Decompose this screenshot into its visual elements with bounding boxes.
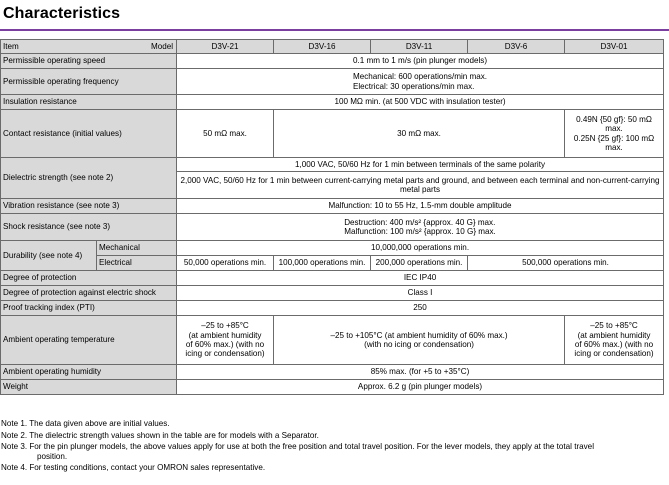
table-row bbox=[1, 271, 664, 286]
value-contact-d3v01 bbox=[565, 110, 664, 158]
value-pti: 250 bbox=[177, 301, 664, 316]
characteristics-table bbox=[0, 39, 664, 395]
header-model-d3v21: D3V-21 bbox=[177, 40, 274, 54]
table-row bbox=[1, 95, 664, 110]
row-label-weight: Weight bbox=[1, 380, 177, 395]
value-frequency bbox=[177, 69, 664, 95]
row-label-shock: Shock resistance (see note 3) bbox=[1, 214, 177, 241]
note-2: Note 2. The dielectric strength values shown in the table are for models with a Separator. bbox=[1, 430, 319, 440]
value-temperature-d3v01-cond3: icing or condensation) bbox=[574, 349, 654, 359]
value-humidity: 85% max. (for +5 to +35°C) bbox=[177, 365, 664, 380]
header-model-d3v11: D3V-11 bbox=[371, 40, 468, 54]
value-speed: 0.1 mm to 1 m/s (pin plunger models) bbox=[177, 54, 664, 69]
value-shock-malfunction: Malfunction: 100 m/s² {approx. 10 G} max. bbox=[344, 227, 496, 236]
row-label-vibration: Vibration resistance (see note 3) bbox=[1, 199, 177, 214]
header-model-d3v6: D3V-6 bbox=[468, 40, 565, 54]
table-row bbox=[1, 301, 664, 316]
table-header-row bbox=[1, 40, 664, 54]
value-vibration: Malfunction: 10 to 55 Hz, 1.5-mm double amplitude bbox=[177, 199, 664, 214]
value-dielectric-terminals: 1,000 VAC, 50/60 Hz for 1 min between terminals of the same polarity bbox=[177, 158, 664, 172]
header-model-label: Model bbox=[150, 41, 174, 51]
row-label-shock-protection: Degree of protection against electric shock bbox=[1, 286, 177, 301]
header-item-label: Item bbox=[3, 41, 19, 51]
value-contact-d3v01-50gf: 0.49N {50 gf}: 50 mΩ max. bbox=[576, 114, 652, 134]
title-underline bbox=[0, 29, 669, 31]
table-row bbox=[1, 110, 664, 158]
value-shock bbox=[177, 214, 664, 241]
table-row bbox=[1, 316, 664, 365]
value-weight: Approx. 6.2 g (pin plunger models) bbox=[177, 380, 664, 395]
row-label-durability: Durability (see note 4) bbox=[1, 241, 97, 271]
notes-section bbox=[1, 418, 667, 474]
value-shock-destruction: Destruction: 400 m/s² {approx. 40 G} max. bbox=[344, 217, 496, 227]
row-label-temperature: Ambient operating temperature bbox=[1, 316, 177, 365]
value-temperature-d3v01-cond2: of 60% max.) (with no bbox=[574, 340, 654, 349]
note-3: Note 3. For the pin plunger models, the above values apply for use at both the free position and total travel position. For the lever models, they apply at the total travel bbox=[1, 442, 594, 452]
value-contact-mid: 30 mΩ max. bbox=[274, 110, 565, 158]
value-temperature-d3v21-cond1: (at ambient humidity bbox=[188, 330, 262, 340]
row-label-frequency: Permissible operating frequency bbox=[1, 69, 177, 95]
table-row bbox=[1, 380, 664, 395]
header-model-d3v01: D3V-01 bbox=[565, 40, 664, 54]
value-temperature-d3v21-cond3: icing or condensation) bbox=[185, 349, 265, 359]
value-temperature-d3v21 bbox=[177, 316, 274, 365]
table-row bbox=[1, 158, 664, 172]
value-frequency-mechanical: Mechanical: 600 operations/min max. bbox=[352, 72, 488, 82]
value-shock-protection: Class I bbox=[177, 286, 664, 301]
table-row bbox=[1, 241, 664, 256]
value-temperature-mid-range: –25 to +105°C (at ambient humidity of 60% max.) bbox=[330, 330, 508, 340]
row-sublabel-electrical: Electrical bbox=[97, 256, 177, 271]
table-row bbox=[1, 256, 664, 271]
value-temperature-mid bbox=[274, 316, 565, 365]
value-protection: IEC IP40 bbox=[177, 271, 664, 286]
table-row bbox=[1, 214, 664, 241]
row-label-dielectric: Dielectric strength (see note 2) bbox=[1, 158, 177, 199]
table-row bbox=[1, 199, 664, 214]
row-label-speed: Permissible operating speed bbox=[1, 54, 177, 69]
row-label-contact: Contact resistance (initial values) bbox=[1, 110, 177, 158]
table-row bbox=[1, 54, 664, 69]
row-sublabel-mechanical: Mechanical bbox=[97, 241, 177, 256]
row-label-protection: Degree of protection bbox=[1, 271, 177, 286]
row-label-humidity: Ambient operating humidity bbox=[1, 365, 177, 380]
value-dielectric-ground: 2,000 VAC, 50/60 Hz for 1 min between current-carrying metal parts and ground, and between each terminal and non-current-carrying metal parts bbox=[177, 172, 664, 199]
value-durability-electrical-d3v16: 100,000 operations min. bbox=[274, 256, 371, 271]
value-durability-electrical-rest: 500,000 operations min. bbox=[468, 256, 664, 271]
table-row bbox=[1, 365, 664, 380]
value-contact-d3v01-25gf: 0.25N {25 gf}: 100 mΩ max. bbox=[573, 133, 655, 152]
table-row bbox=[1, 286, 664, 301]
value-temperature-d3v01-range: –25 to +85°C bbox=[590, 321, 638, 331]
note-4: Note 4. For testing conditions, contact your OMRON sales representative. bbox=[1, 463, 266, 473]
value-temperature-d3v21-range: –25 to +85°C bbox=[201, 321, 249, 331]
value-temperature-d3v01 bbox=[565, 316, 664, 365]
value-temperature-d3v01-cond1: (at ambient humidity bbox=[577, 330, 651, 340]
header-item-model bbox=[1, 40, 177, 54]
value-durability-electrical-d3v21: 50,000 operations min. bbox=[177, 256, 274, 271]
note-1: Note 1. The data given above are initial values. bbox=[1, 419, 170, 428]
value-temperature-d3v21-cond2: of 60% max.) (with no bbox=[185, 340, 265, 349]
row-label-pti: Proof tracking index (PTI) bbox=[1, 301, 177, 316]
page-title: Characteristics bbox=[3, 5, 121, 22]
value-durability-electrical-d3v11: 200,000 operations min. bbox=[371, 256, 468, 271]
header-model-d3v16: D3V-16 bbox=[274, 40, 371, 54]
note-3-continuation: position. bbox=[37, 451, 68, 461]
value-contact-d3v21: 50 mΩ max. bbox=[177, 110, 274, 158]
value-insulation: 100 MΩ min. (at 500 VDC with insulation tester) bbox=[177, 95, 664, 110]
row-label-insulation: Insulation resistance bbox=[1, 95, 177, 110]
table-row bbox=[1, 69, 664, 95]
value-frequency-electrical: Electrical: 30 operations/min max. bbox=[352, 81, 475, 91]
value-temperature-mid-cond: (with no icing or condensation) bbox=[364, 340, 474, 349]
value-durability-mechanical: 10,000,000 operations min. bbox=[177, 241, 664, 256]
